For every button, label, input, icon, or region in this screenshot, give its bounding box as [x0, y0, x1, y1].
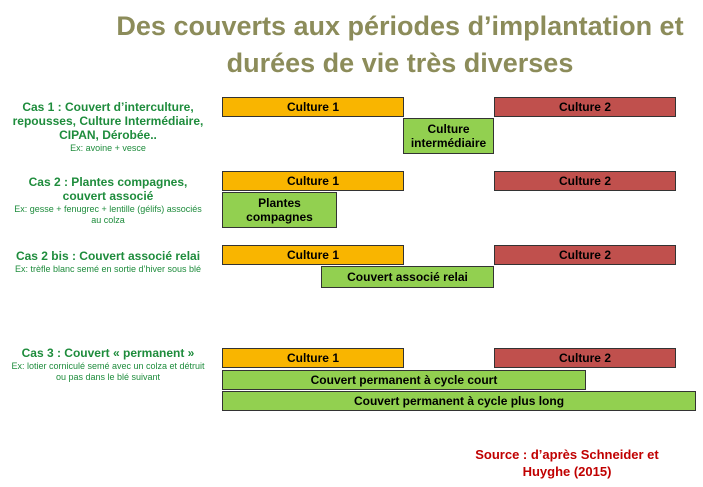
- case-2bis-couvert-relai-bar: Couvert associé relai: [321, 266, 494, 288]
- case-2bis-example: Ex: trèfle blanc semé en sortie d’hiver sous blé: [14, 264, 202, 274]
- case-3-label: [8, 346, 208, 383]
- case-3-culture-1-bar: Culture 1: [222, 348, 404, 368]
- case-3-cycle-court-bar: Couvert permanent à cycle court: [222, 370, 586, 390]
- case-2bis-heading: Cas 2 bis : Couvert associé relai: [15, 249, 201, 263]
- source-line-2: Huyghe (2015): [522, 464, 612, 479]
- case-3-example: Ex: lotier corniculé semé avec un colza et détruit ou pas dans le blé suivant: [11, 361, 205, 382]
- case-2-culture-1-bar: Culture 1: [222, 171, 404, 191]
- case-1-label: [8, 100, 208, 154]
- source-note: [462, 446, 672, 480]
- case-2bis-label: [8, 249, 208, 275]
- source-line-1: Source : d’après Schneider et: [475, 447, 659, 462]
- case-3-heading: Cas 3 : Couvert « permanent »: [21, 346, 195, 360]
- case-1-culture-2-bar: Culture 2: [494, 97, 676, 117]
- case-2-heading: Cas 2 : Plantes compagnes, couvert associé: [28, 175, 188, 203]
- case-3-culture-2-bar: Culture 2: [494, 348, 676, 368]
- case-2bis-culture-1-bar: Culture 1: [222, 245, 404, 265]
- title-line-1: Des couverts aux périodes d’implantation et: [116, 11, 684, 41]
- title-line-2: durées de vie très diverses: [226, 48, 574, 78]
- case-2-label: [8, 175, 208, 226]
- case-2bis-culture-2-bar: Culture 2: [494, 245, 676, 265]
- case-2-culture-2-bar: Culture 2: [494, 171, 676, 191]
- case-1-culture-intermediaire-bar: Culture intermédiaire: [403, 118, 494, 154]
- case-1-culture-1-bar: Culture 1: [222, 97, 404, 117]
- case-2-example: Ex: gesse + fenugrec + lentille (gélifs) associés au colza: [14, 204, 202, 225]
- case-3-cycle-long-bar: Couvert permanent à cycle plus long: [222, 391, 696, 411]
- page-title: [60, 8, 703, 82]
- case-1-heading: Cas 1 : Couvert d’interculture, repousses, Culture Intermédiaire, CIPAN, Dérobée..: [12, 100, 204, 142]
- case-2-plantes-compagnes-bar: Plantes compagnes: [222, 192, 337, 228]
- case-1-example: Ex: avoine + vesce: [70, 143, 146, 153]
